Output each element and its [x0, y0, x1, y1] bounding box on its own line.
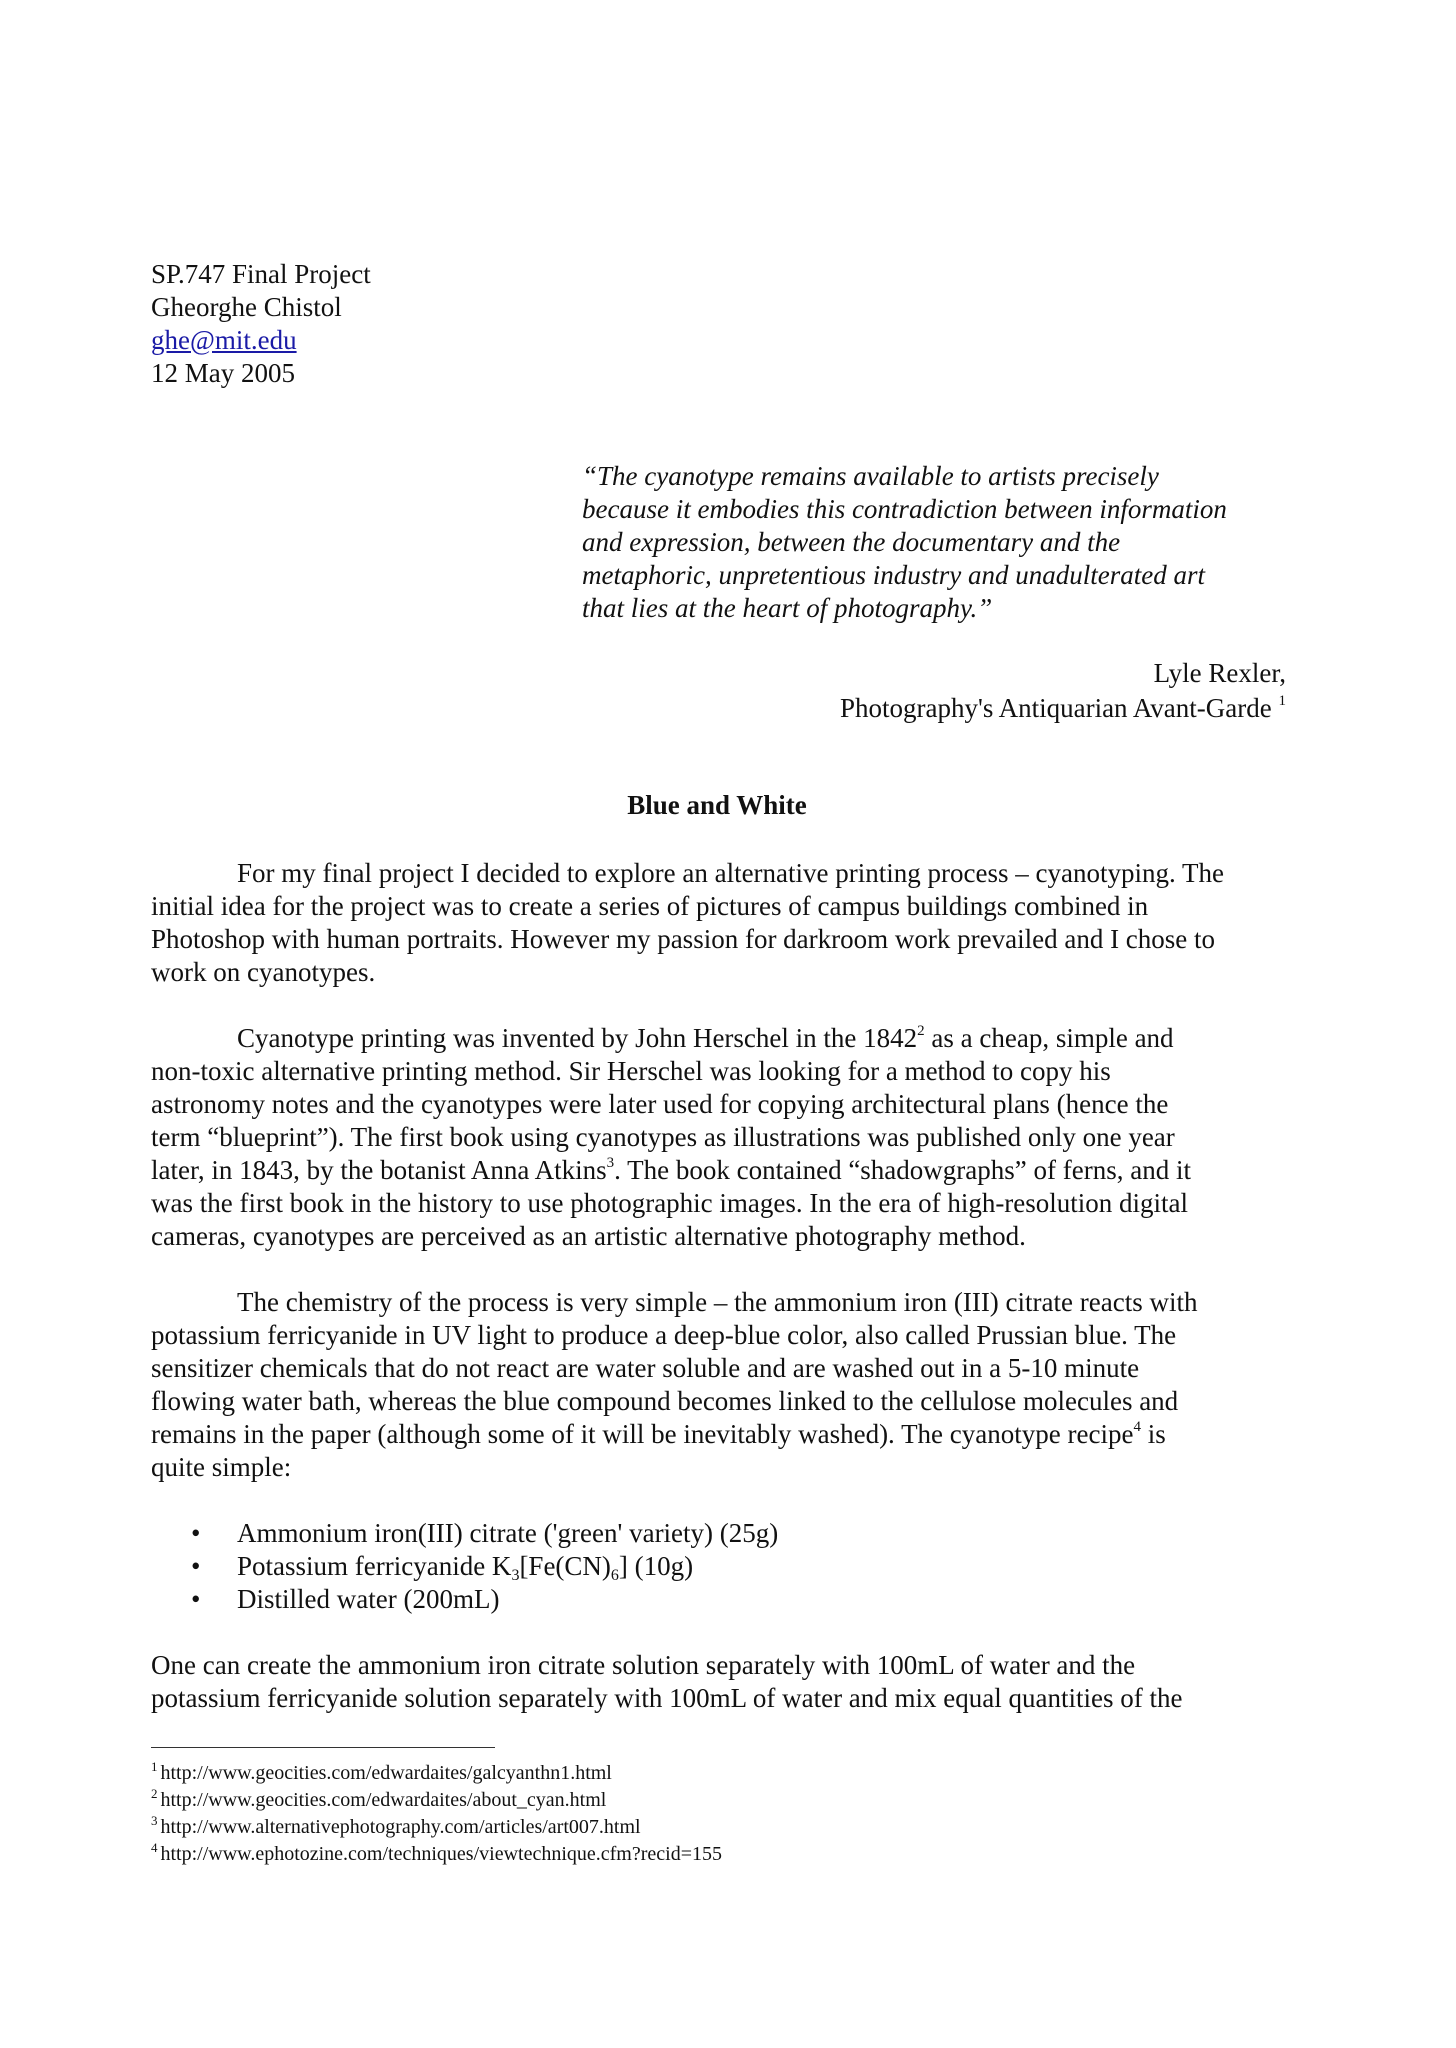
- footnote-ref: 4: [1133, 1419, 1141, 1435]
- document-body: [151, 857, 1291, 1715]
- paragraph-solution: [151, 1649, 1291, 1715]
- footnote: $^1$ http://www.geocities.com/edwardaites/galcyanthn1.html: [151, 1759, 612, 1784]
- footnote: $^2$ http://www.geocities.com/edwardaites/about_cyan.html: [151, 1786, 607, 1811]
- list-item: • Ammonium iron(III) citrate ('green' variety) (25g): [191, 1518, 779, 1548]
- paragraph-line: was the first book in the history to use photographic images. In the era of high-resolution digital: [151, 1188, 1189, 1218]
- footnote: $^4$ http://www.ephotozine.com/techniques/viewtechnique.cfm?recid=155: [151, 1840, 722, 1865]
- paragraph-history: [151, 1022, 1291, 1253]
- paragraph-line: quite simple:: [151, 1452, 292, 1482]
- paragraph-intro: [151, 857, 1291, 989]
- paragraph-line: remains in the paper (although some of it will be inevitably washed). The cyanotype recipe$^4$ is: [151, 1419, 1166, 1449]
- footnote-url: http://www.geocities.com/edwardaites/galcyanthn1.html: [160, 1762, 612, 1784]
- paragraph-line: initial idea for the project was to create a series of pictures of campus buildings combined in: [151, 891, 1149, 921]
- epigraph-line: metaphoric, unpretentious industry and unadulterated art: [582, 560, 1205, 590]
- footnote-separator: [151, 1747, 495, 1748]
- epigraph-line: and expression, between the documentary and the: [582, 527, 1121, 557]
- footnote-url: http://www.alternativephotography.com/articles/art007.html: [160, 1816, 641, 1838]
- paragraph-line: The chemistry of the process is very simple – the ammonium iron (III) citrate reacts with: [237, 1287, 1198, 1317]
- epigraph-source: Photography's Antiquarian Avant-Garde: [839, 693, 1272, 723]
- epigraph-line: because it embodies this contradiction between information: [582, 494, 1227, 524]
- footnote: $^3$ http://www.alternativephotography.com/articles/art007.html: [151, 1813, 641, 1838]
- paragraph-line: term “blueprint”). The first book using cyanotypes as illustrations was published only one year: [151, 1122, 1175, 1152]
- author-name: Gheorghe Chistol: [151, 292, 342, 322]
- document-header: [151, 258, 371, 390]
- course-title: SP.747 Final Project: [151, 259, 371, 289]
- bullet-icon: •: [191, 1551, 201, 1581]
- paragraph-line: later, in 1843, by the botanist Anna Atkins$^3$. The book contained “shadowgraphs” of ferns, and it: [151, 1155, 1191, 1185]
- paragraph-chemistry: [151, 1286, 1291, 1484]
- paragraph-line: One can create the ammonium iron citrate solution separately with 100mL of water and the: [151, 1650, 1136, 1680]
- paragraph-line: work on cyanotypes.: [151, 957, 376, 987]
- list-item: • Distilled water (200mL): [191, 1584, 500, 1614]
- epigraph-quote: [582, 460, 1302, 625]
- epigraph-line: “The cyanotype remains available to artists precisely: [582, 461, 1159, 491]
- email-link[interactable]: ghe@mit.edu: [151, 325, 297, 355]
- recipe-list: [151, 1517, 1291, 1616]
- footnote-ref: 3: [606, 1155, 615, 1171]
- paragraph-line: flowing water bath, whereas the blue compound becomes linked to the cellulose molecules and: [151, 1386, 1179, 1416]
- document-date: 12 May 2005: [151, 358, 295, 388]
- footnotes: [151, 1760, 722, 1868]
- paragraph-line: potassium ferricyanide in UV light to produce a deep-blue color, also called Prussian blue. The: [151, 1320, 1177, 1350]
- epigraph-author: Lyle Rexler,: [1153, 658, 1286, 688]
- epigraph-attribution: [586, 656, 1286, 726]
- paragraph-line: cameras, cyanotypes are perceived as an artistic alternative photography method.: [151, 1221, 1026, 1251]
- paragraph-line: For my final project I decided to explore an alternative printing process – cyanotyping. The: [237, 858, 1224, 888]
- footnote-ref: 1: [1278, 693, 1286, 709]
- list-item: • Potassium ferricyanide $K_3[Fe(CN)_6]$ (10g): [191, 1551, 694, 1584]
- footnote-ref: 2: [917, 1023, 925, 1039]
- paragraph-line: non-toxic alternative printing method. Sir Herschel was looking for a method to copy his: [151, 1056, 1111, 1086]
- document-title: Blue and White: [627, 790, 807, 820]
- paragraph-line: Cyanotype printing was invented by John Herschel in the 1842$^2$ as a cheap, simple and: [237, 1023, 1174, 1053]
- paragraph-line: Photoshop with human portraits. However my passion for darkroom work prevailed and I chose to: [151, 924, 1216, 954]
- bullet-icon: •: [191, 1518, 201, 1548]
- footnote-url: http://www.ephotozine.com/techniques/viewtechnique.cfm?recid=155: [160, 1843, 722, 1865]
- epigraph-line: that lies at the heart of photography.”: [582, 593, 993, 623]
- footnote-url: http://www.geocities.com/edwardaites/about_cyan.html: [160, 1789, 607, 1811]
- paragraph-line: sensitizer chemicals that do not react are water soluble and are washed out in a 5-10 minute: [151, 1353, 1140, 1383]
- bullet-icon: •: [191, 1584, 201, 1614]
- paragraph-line: potassium ferricyanide solution separately with 100mL of water and mix equal quantities of the: [151, 1683, 1183, 1713]
- paragraph-line: astronomy notes and the cyanotypes were later used for copying architectural plans (hence the: [151, 1089, 1169, 1119]
